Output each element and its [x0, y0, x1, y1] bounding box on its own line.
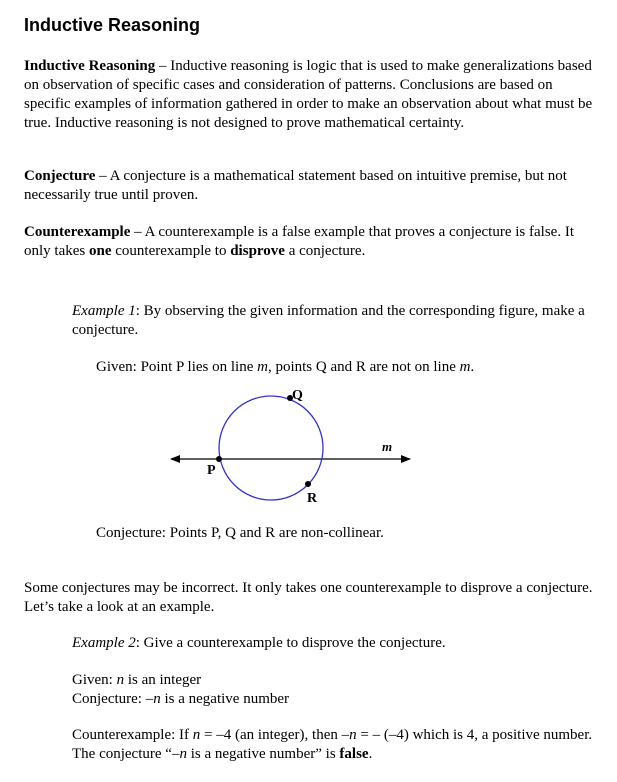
ce-text: Counterexample: If [72, 727, 193, 743]
example2-conjecture [72, 690, 602, 709]
conjecture-term: Conjecture [24, 168, 96, 184]
given-period: . [470, 359, 475, 375]
var-n: n [179, 746, 187, 762]
example1-text: By observing the given information and the corresponding figure, make a conjecture. [72, 303, 585, 338]
point-r-dot [305, 481, 311, 487]
ce-text: is a negative number” is [186, 746, 340, 762]
conjecture-rest: is a negative number [160, 691, 290, 707]
colon: : [135, 303, 144, 319]
ce-text: = – (–4) which is 4, a positive number. The conjecture “– [72, 727, 593, 762]
counterexample-text: A counterexample is a false example that proves a conjecture is false. It only takes [24, 224, 574, 259]
ce-period: . [368, 746, 373, 762]
example1-conclusion: Conjecture: Points P, Q and R are non-collinear. [96, 525, 384, 541]
counterexample-text-3: a conjecture. [284, 243, 366, 259]
dash: – [155, 58, 171, 74]
bold-disprove: disprove [230, 243, 285, 259]
example1-label: Example 1 [72, 303, 136, 319]
point-p-label: P [207, 463, 216, 478]
counterexample-text-2: counterexample to [111, 243, 231, 259]
bold-one: one [89, 243, 112, 259]
var-n: n [349, 727, 357, 743]
point-p-dot [216, 456, 222, 462]
example2-prompt [72, 634, 602, 653]
point-q-label: Q [292, 388, 303, 403]
var-n: n [192, 727, 201, 743]
counterexample-term: Counterexample [24, 224, 131, 240]
var-n: n [116, 672, 125, 688]
line-m-var: m [257, 359, 268, 375]
given-rest: is an integer [124, 672, 202, 688]
inductive-text: Inductive reasoning is logic that is used to make generalizations based on observation of specific cases and consideration of patterns. Conclusions are based on specific examples of information gathered in order to make an observation about what must be true. Inductive reasoning is not designed to prove mathematical certainty. [24, 58, 593, 131]
point-r-label: R [307, 491, 318, 506]
ce-text: = –4 (an integer), then – [200, 727, 350, 743]
example2-label: Example 2 [72, 635, 136, 651]
dash: – [130, 224, 145, 240]
example2-given [72, 671, 602, 690]
transition-paragraph: Some conjectures may be incorrect. It only takes one counterexample to disprove a conjecture. Let’s take a look at an example. [24, 580, 593, 615]
conjecture-text: A conjecture is a mathematical statement based on intuitive premise, but not necessarily true until proven. [24, 168, 567, 203]
given-text-2: , points Q and R are not on line [267, 359, 460, 375]
conjecture-label: Conjecture: – [72, 691, 154, 707]
given-label: Given: [72, 672, 117, 688]
example2-counterexample [72, 726, 602, 764]
bold-false: false [339, 746, 369, 762]
example2-text: : Give a counterexample to disprove the conjecture. [135, 635, 446, 651]
dash: – [95, 168, 110, 184]
line-m-label: m [382, 439, 393, 454]
page-title: Inductive Reasoning [24, 15, 201, 35]
var-n: n [153, 691, 161, 707]
line-m-var: m [459, 359, 471, 375]
given-text: Given: Point P lies on line [96, 359, 258, 375]
inductive-term: Inductive Reasoning [24, 58, 156, 74]
